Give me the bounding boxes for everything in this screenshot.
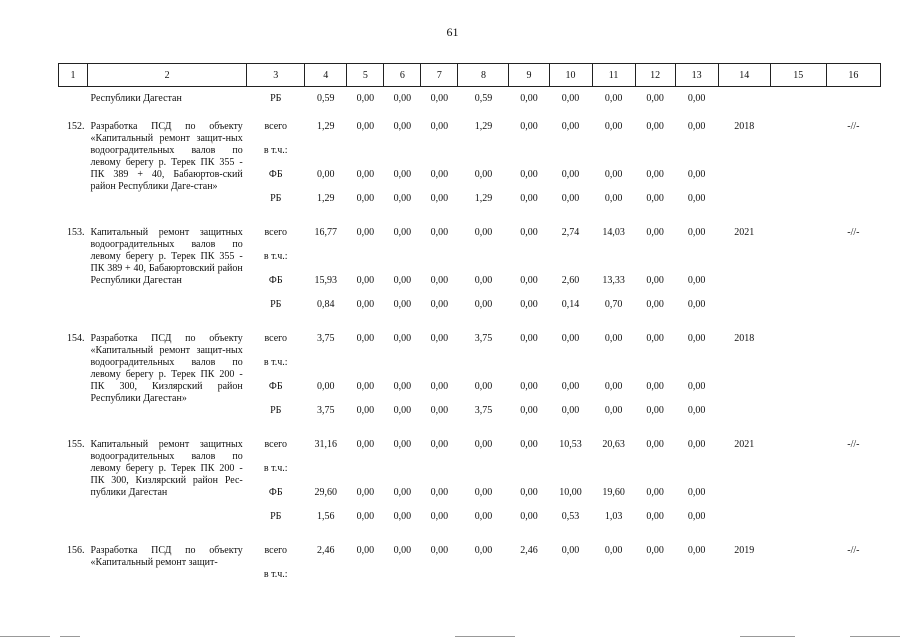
record-description: Разработка ПСД по объекту «Капитальный ремонт защит-ных водооградительных валов по левому берегу р. Терек ПК 355 - ПК 389 + 40, Бабаюртов-ский район Республики Даге-стан»	[90, 121, 243, 192]
table-cell	[458, 357, 509, 381]
table-row	[59, 439, 881, 463]
table-cell: 0,00	[393, 275, 412, 286]
table-cell: 0,00	[430, 227, 449, 238]
table-cell: 0,00	[430, 439, 449, 450]
funding-source: в т.ч.:	[263, 145, 288, 156]
table-cell: 0,00	[356, 545, 375, 556]
column-header: 4	[305, 64, 347, 87]
completion-year: 2019	[734, 545, 755, 556]
table-row	[59, 121, 881, 145]
funding-source: ФБ	[268, 275, 283, 286]
funding-source: всего	[264, 439, 287, 450]
table-cell	[458, 569, 509, 593]
table-cell: 0,00	[687, 275, 706, 286]
table-cell: 0,00	[430, 275, 449, 286]
column-header: 10	[549, 64, 592, 87]
table-cell: 14,03	[602, 227, 625, 238]
table-cell: 16,77	[314, 227, 338, 238]
table-cell: 0,00	[646, 227, 664, 238]
table-cell: 0,84	[317, 299, 335, 310]
table-cell: 0,00	[474, 487, 493, 498]
table-cell: 0,00	[430, 193, 449, 204]
table-cell: 0,00	[561, 333, 580, 344]
table-cell: 0,00	[317, 169, 335, 180]
table-cell	[421, 463, 458, 487]
table-cell	[592, 251, 635, 275]
table-cell: 3,75	[474, 405, 493, 416]
table-cell	[305, 145, 347, 169]
column-header: 9	[509, 64, 549, 87]
scan-edge	[455, 636, 515, 637]
funding-source: всего	[264, 227, 287, 238]
column-header: 15	[770, 64, 826, 87]
table-cell: 0,00	[646, 439, 664, 450]
funding-source: РБ	[270, 299, 282, 310]
scan-edge	[740, 636, 795, 637]
column-header: 2	[88, 64, 247, 87]
table-cell: 0,00	[687, 93, 706, 104]
table-cell	[635, 251, 675, 275]
table-cell	[509, 251, 549, 275]
table-cell	[675, 145, 718, 169]
table-cell: 0,00	[356, 169, 375, 180]
page-number: 61	[446, 25, 459, 39]
table-body	[59, 87, 881, 594]
record-number: 156.	[67, 545, 85, 556]
table-cell: 0,00	[520, 121, 538, 132]
table-cell: 0,00	[356, 93, 375, 104]
table-cell	[421, 251, 458, 275]
executor-mark: -//-	[847, 439, 860, 450]
table-cell	[305, 569, 347, 593]
table-cell: 0,00	[356, 405, 375, 416]
record-description: Капитальный ремонт защитных водооградительных валов по левому берегу р. Терек ПК 355 - ПК 389 + 40, Бабаюртовский район Республики Дагестан	[90, 227, 243, 286]
table-cell: 1,29	[474, 193, 493, 204]
table-cell	[305, 463, 347, 487]
table-cell: 0,00	[393, 511, 412, 522]
table-cell: 0,00	[604, 381, 623, 392]
table-cell: 0,00	[646, 511, 664, 522]
table-cell	[458, 463, 509, 487]
executor-mark	[826, 333, 880, 357]
table-cell: 0,00	[317, 381, 335, 392]
table-cell: 2,60	[561, 275, 580, 286]
table-cell	[458, 251, 509, 275]
table-cell	[305, 251, 347, 275]
table-cell: 0,00	[430, 93, 449, 104]
record-gap	[59, 323, 881, 333]
table-cell: 3,75	[317, 333, 335, 344]
table-cell: 0,00	[646, 545, 664, 556]
table-cell: 10,00	[559, 487, 582, 498]
table-cell: 0,00	[604, 169, 623, 180]
table-cell: 0,00	[520, 333, 538, 344]
table-cell: 20,63	[602, 439, 625, 450]
column-header: 14	[718, 64, 770, 87]
completion-year: 2021	[734, 439, 755, 450]
scan-edge	[850, 636, 900, 637]
table-cell	[549, 145, 592, 169]
funding-source: в т.ч.:	[263, 251, 288, 262]
table-cell: 0,00	[646, 275, 664, 286]
record-description: Капитальный ремонт защитных водооградительных валов по левому берегу р. Терек ПК 200 - ПК 300, Кизлярский район Рес-публики Дагестан	[90, 439, 243, 498]
table-cell: 0,00	[604, 405, 623, 416]
column-header: 1	[59, 64, 88, 87]
table-cell: 0,00	[474, 299, 493, 310]
column-header: 3	[247, 64, 305, 87]
table-cell: 0,00	[561, 193, 580, 204]
table-cell: 0,00	[430, 299, 449, 310]
funding-source: ФБ	[268, 381, 283, 392]
table-row	[59, 87, 881, 112]
table-cell	[509, 145, 549, 169]
record-gap	[59, 429, 881, 439]
table-cell: 2,46	[520, 545, 538, 556]
table-cell	[305, 357, 347, 381]
table-cell: 0,00	[520, 405, 538, 416]
table-cell: 0,00	[474, 511, 493, 522]
scan-edge	[60, 636, 80, 637]
table-row	[59, 333, 881, 357]
funding-source: всего	[264, 545, 287, 556]
table-cell: 0,14	[561, 299, 580, 310]
table-cell: 0,00	[646, 487, 664, 498]
table-cell	[509, 463, 549, 487]
table-cell	[384, 251, 421, 275]
table-cell: 0,00	[393, 299, 412, 310]
table-cell: 3,75	[474, 333, 493, 344]
table-cell: 0,00	[356, 511, 375, 522]
table-cell	[347, 463, 384, 487]
table-cell: 0,00	[604, 121, 623, 132]
funding-source: ФБ	[268, 487, 283, 498]
table-cell: 0,00	[520, 381, 538, 392]
executor-mark: -//-	[847, 121, 860, 132]
record-number: 154.	[67, 333, 85, 344]
column-header: 13	[675, 64, 718, 87]
table-cell: 0,00	[687, 193, 706, 204]
table-cell: 31,16	[314, 439, 338, 450]
table-cell	[347, 357, 384, 381]
table-cell: 0,00	[604, 333, 623, 344]
table-cell	[347, 569, 384, 593]
table-cell	[347, 145, 384, 169]
table-cell	[509, 357, 549, 381]
column-header: 5	[347, 64, 384, 87]
table-cell: 0,00	[356, 299, 375, 310]
table-cell: 1,29	[474, 121, 493, 132]
table-cell: 0,70	[604, 299, 623, 310]
table-cell	[592, 463, 635, 487]
table-cell: 0,00	[356, 381, 375, 392]
column-header: 11	[592, 64, 635, 87]
table-cell	[421, 569, 458, 593]
table-cell: 0,00	[561, 381, 580, 392]
table-cell	[384, 463, 421, 487]
table-cell: 0,53	[561, 511, 580, 522]
record-number: 155.	[67, 439, 85, 450]
table-cell: 0,00	[393, 381, 412, 392]
table-cell: 0,00	[687, 169, 706, 180]
table-cell	[592, 357, 635, 381]
table-cell: 0,00	[646, 333, 664, 344]
funding-source: в т.ч.:	[263, 463, 288, 474]
table-cell: 0,00	[430, 169, 449, 180]
table-cell: 0,00	[646, 93, 664, 104]
table-cell: 0,00	[393, 487, 412, 498]
table-cell: 0,00	[687, 227, 706, 238]
table-cell: 0,00	[646, 381, 664, 392]
financing-table	[58, 63, 881, 593]
table-cell	[549, 251, 592, 275]
table-cell: 0,00	[604, 193, 623, 204]
table-cell: 0,00	[520, 169, 538, 180]
table-cell: 0,00	[646, 169, 664, 180]
column-header: 12	[635, 64, 675, 87]
completion-year: 2018	[734, 333, 755, 344]
table-cell: 0,00	[393, 405, 412, 416]
table-cell: 0,00	[430, 333, 449, 344]
funding-source: РБ	[270, 405, 282, 416]
row-description: Республики Дагестан	[90, 93, 182, 104]
funding-source: РБ	[270, 511, 282, 522]
table-cell: 0,00	[687, 439, 706, 450]
table-cell: 0,00	[474, 275, 493, 286]
table-cell: 0,00	[520, 511, 538, 522]
table-cell: 0,00	[430, 381, 449, 392]
table-cell	[675, 251, 718, 275]
table-cell: 0,00	[430, 405, 449, 416]
table-cell: 0,00	[474, 227, 493, 238]
table-cell: 0,00	[687, 487, 706, 498]
table-cell: 0,00	[687, 511, 706, 522]
table-cell: 0,00	[520, 275, 538, 286]
table-cell	[675, 463, 718, 487]
record-gap	[59, 535, 881, 545]
table-cell: 0,00	[474, 381, 493, 392]
table-cell: 0,00	[393, 93, 412, 104]
table-cell: 0,00	[474, 439, 493, 450]
table-cell	[421, 145, 458, 169]
table-cell: 13,33	[602, 275, 625, 286]
record-description: Разработка ПСД по объекту «Капитальный ремонт защит-ных водооградительных валов по левому берегу р. Терек ПК 200 - ПК 300, Кизлярский район Республики Дагестан»	[90, 333, 243, 404]
table-cell: 0,00	[430, 121, 449, 132]
executor-mark: -//-	[847, 545, 860, 556]
table-cell: 0,00	[646, 193, 664, 204]
column-header: 6	[384, 64, 421, 87]
table-cell: 0,00	[646, 299, 664, 310]
funding-source: ФБ	[268, 169, 283, 180]
table-cell: 0,00	[356, 487, 375, 498]
table-cell: 0,00	[356, 227, 375, 238]
table-cell	[675, 569, 718, 593]
column-header: 7	[421, 64, 458, 87]
table-cell: 1,03	[604, 511, 623, 522]
table-cell	[635, 569, 675, 593]
header-row	[59, 64, 881, 87]
table-cell: 0,00	[520, 227, 538, 238]
table-cell: 19,60	[602, 487, 625, 498]
column-header: 16	[826, 64, 880, 87]
funding-source: в т.ч.:	[263, 357, 288, 368]
table-cell: 0,00	[393, 439, 412, 450]
table-cell: 3,75	[317, 405, 335, 416]
table-cell: 0,00	[561, 169, 580, 180]
table-cell: 0,00	[393, 121, 412, 132]
table-cell	[635, 463, 675, 487]
table-cell: 0,00	[687, 381, 706, 392]
table-cell: 0,00	[561, 121, 580, 132]
table-cell: 0,00	[393, 193, 412, 204]
table-cell: 0,00	[356, 275, 375, 286]
funding-source: в т.ч.:	[263, 569, 288, 580]
table-cell: 1,56	[317, 511, 335, 522]
table-row	[59, 545, 881, 569]
table-cell: 0,00	[430, 511, 449, 522]
table-cell: 0,00	[604, 93, 623, 104]
table-cell: 0,00	[356, 439, 375, 450]
table-cell: 0,00	[646, 405, 664, 416]
table-cell: 0,00	[430, 545, 449, 556]
table-cell: 0,00	[604, 545, 623, 556]
table-cell: 0,00	[474, 545, 493, 556]
table-cell: 0,00	[646, 121, 664, 132]
table-cell: 0,00	[393, 169, 412, 180]
table-cell	[347, 251, 384, 275]
table-cell	[592, 569, 635, 593]
table-cell: 10,53	[559, 439, 582, 450]
table-cell: 0,00	[356, 193, 375, 204]
table-cell	[592, 145, 635, 169]
table-cell: 0,00	[520, 487, 538, 498]
table-cell: 0,00	[520, 93, 538, 104]
completion-year: 2018	[734, 121, 755, 132]
table-cell	[458, 145, 509, 169]
table-cell: 15,93	[314, 275, 338, 286]
table-cell: 0,00	[356, 333, 375, 344]
table-cell: 0,00	[520, 299, 538, 310]
table-cell	[384, 145, 421, 169]
table-cell: 0,59	[317, 93, 335, 104]
table-cell: 0,00	[687, 299, 706, 310]
table-cell	[421, 357, 458, 381]
table-cell: 0,00	[687, 121, 706, 132]
record-description: Разработка ПСД по объекту «Капитальный ремонт защит-	[90, 545, 243, 568]
table-cell: 0,00	[520, 439, 538, 450]
table-cell: 0,00	[687, 333, 706, 344]
table-cell: 0,00	[356, 121, 375, 132]
table-cell: 0,00	[393, 545, 412, 556]
table-cell	[549, 463, 592, 487]
table-cell: 29,60	[314, 487, 338, 498]
table-cell: 0,00	[561, 93, 580, 104]
table-cell: 0,00	[430, 487, 449, 498]
table-cell: 2,74	[561, 227, 580, 238]
record-gap	[59, 217, 881, 227]
table-cell: 2,46	[317, 545, 335, 556]
table-cell: 1,29	[317, 121, 335, 132]
table-cell: 0,59	[474, 93, 493, 104]
executor-mark: -//-	[847, 227, 860, 238]
table-cell: 0,00	[687, 405, 706, 416]
record-number: 152.	[67, 121, 85, 132]
funding-source: РБ	[270, 193, 282, 204]
table-cell: 0,00	[393, 227, 412, 238]
table-cell	[384, 357, 421, 381]
table-cell	[635, 145, 675, 169]
table-cell	[549, 357, 592, 381]
table-cell	[549, 569, 592, 593]
funding-source: РБ	[270, 93, 282, 104]
completion-year: 2021	[734, 227, 755, 238]
table-cell: 0,00	[393, 333, 412, 344]
funding-source: всего	[264, 121, 287, 132]
table-cell	[384, 569, 421, 593]
table-cell: 1,29	[317, 193, 335, 204]
table-row	[59, 227, 881, 251]
funding-source: всего	[264, 333, 287, 344]
table-cell: 0,00	[520, 193, 538, 204]
table-cell	[509, 569, 549, 593]
table-cell	[635, 357, 675, 381]
table-cell	[675, 357, 718, 381]
scan-edge	[0, 636, 50, 637]
record-gap	[59, 111, 881, 121]
table-cell: 0,00	[687, 545, 706, 556]
column-header: 8	[458, 64, 509, 87]
table-cell: 0,00	[561, 545, 580, 556]
table-cell: 0,00	[561, 405, 580, 416]
record-number: 153.	[67, 227, 85, 238]
table-cell: 0,00	[474, 169, 493, 180]
